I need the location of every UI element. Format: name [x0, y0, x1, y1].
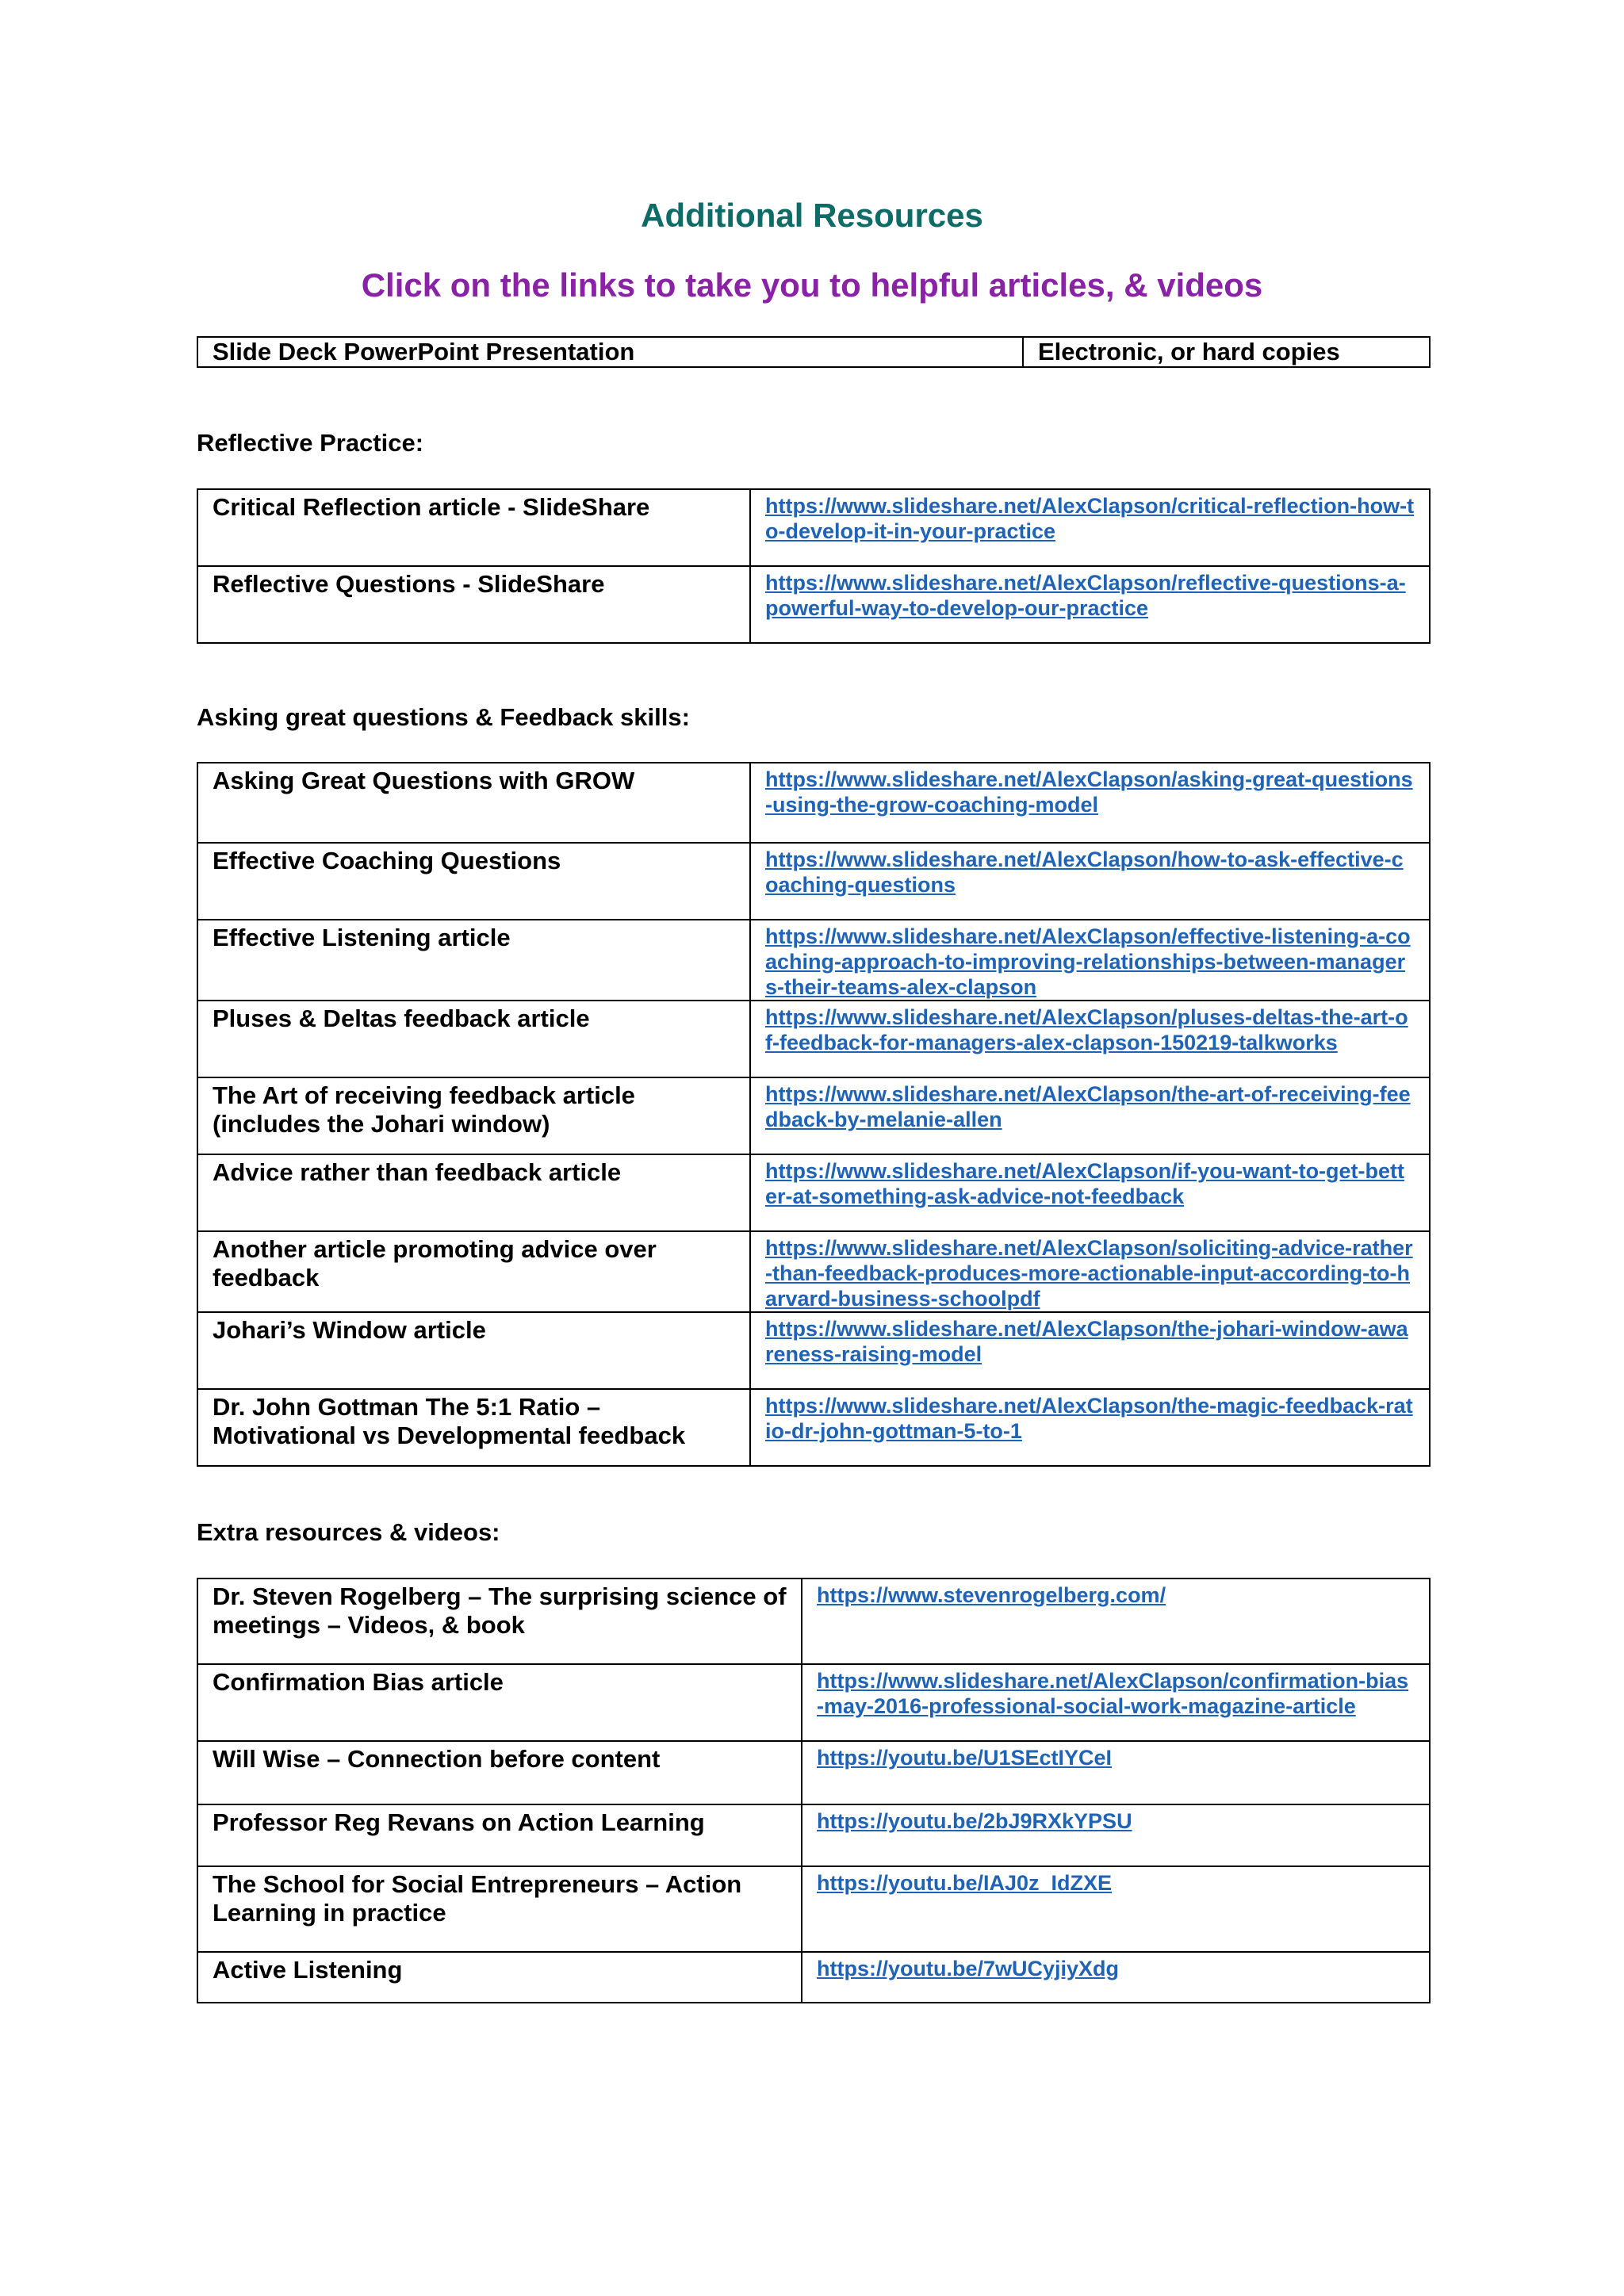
table-row	[197, 1154, 1430, 1231]
resource-link[interactable]: https://www.slideshare.net/AlexClapson/confirmation-bias-may-2016-professional-social-work-magazine-article	[817, 1669, 1409, 1718]
resource-label: Professor Reg Revans on Action Learning	[197, 1804, 802, 1866]
section-heading-reflective-practice: Reflective Practice:	[197, 429, 424, 457]
table-row	[197, 763, 1430, 843]
section-heading-extra-resources: Extra resources & videos:	[197, 1518, 500, 1546]
table-row	[197, 843, 1430, 920]
resource-link[interactable]: https://www.slideshare.net/AlexClapson/if-you-want-to-get-better-at-something-ask-advice-not-feedback	[765, 1159, 1405, 1208]
resource-label: Dr. Steven Rogelberg – The surprising science of meetings – Videos, & book	[197, 1578, 802, 1664]
table-row	[197, 1389, 1430, 1466]
page-title: Additional Resources	[641, 197, 983, 234]
table-row	[197, 1804, 1430, 1866]
table-row	[197, 1231, 1430, 1312]
resource-label: Effective Listening article	[197, 920, 750, 1001]
resource-link[interactable]: https://www.slideshare.net/AlexClapson/the-art-of-receiving-feedback-by-melanie-allen	[765, 1082, 1411, 1131]
slide-deck-table	[197, 336, 1431, 368]
resource-link-cell	[750, 920, 1430, 1001]
extra-resources-table	[197, 1578, 1431, 2003]
resource-label: Critical Reflection article - SlideShare	[197, 489, 750, 566]
resource-label: Advice rather than feedback article	[197, 1154, 750, 1231]
resource-link[interactable]: https://youtu.be/7wUCyjiyXdg	[817, 1957, 1120, 1980]
resource-label: The School for Social Entrepreneurs – Action Learning in practice	[197, 1866, 802, 1952]
table-row	[197, 1001, 1430, 1077]
resource-link-cell	[802, 1952, 1430, 2003]
section-heading-questions-feedback: Asking great questions & Feedback skills:	[197, 703, 690, 731]
reflective-practice-table	[197, 488, 1431, 644]
page-subtitle: Click on the links to take you to helpful articles, & videos	[361, 266, 1263, 304]
resource-label: Confirmation Bias article	[197, 1664, 802, 1741]
table-row	[197, 1866, 1430, 1952]
table-row	[197, 920, 1430, 1001]
table-row	[197, 1741, 1430, 1804]
resource-label: Active Listening	[197, 1952, 802, 2003]
resource-link[interactable]: https://www.slideshare.net/AlexClapson/effective-listening-a-coaching-approach-to-improving-relationships-between-managers-their-teams-alex-clapson	[765, 924, 1411, 999]
questions-feedback-table	[197, 762, 1431, 1467]
table-row	[197, 1578, 1430, 1664]
resource-link[interactable]: https://youtu.be/2bJ9RXkYPSU	[817, 1809, 1132, 1833]
resource-link-cell	[802, 1804, 1430, 1866]
table-row	[197, 1312, 1430, 1389]
resource-link-cell	[750, 763, 1430, 843]
resource-label: Dr. John Gottman The 5:1 Ratio – Motivational vs Developmental feedback	[197, 1389, 750, 1466]
resource-link[interactable]: https://www.slideshare.net/AlexClapson/critical-reflection-how-to-develop-it-in-your-practice	[765, 494, 1415, 543]
resource-label: Asking Great Questions with GROW	[197, 763, 750, 843]
resource-label: Effective Coaching Questions	[197, 843, 750, 920]
resource-link[interactable]: https://youtu.be/IAJ0z_IdZXE	[817, 1871, 1113, 1895]
resource-label: Reflective Questions - SlideShare	[197, 566, 750, 643]
resource-link[interactable]: https://www.slideshare.net/AlexClapson/the-johari-window-awareness-raising-model	[765, 1317, 1408, 1366]
resource-link-cell	[802, 1741, 1430, 1804]
table-row	[197, 1077, 1430, 1154]
resource-link-cell	[750, 1154, 1430, 1231]
table-row	[197, 337, 1430, 367]
resource-link[interactable]: https://www.slideshare.net/AlexClapson/asking-great-questions-using-the-grow-coaching-model	[765, 767, 1413, 817]
table-row	[197, 566, 1430, 643]
resource-link-cell	[750, 1312, 1430, 1389]
resource-link-cell	[750, 1001, 1430, 1077]
resource-link-cell	[802, 1866, 1430, 1952]
resource-link-cell	[750, 1231, 1430, 1312]
resource-link[interactable]: https://www.slideshare.net/AlexClapson/the-magic-feedback-ratio-dr-john-gottman-5-to-1	[765, 1394, 1413, 1443]
resource-link-cell	[750, 566, 1430, 643]
resource-label: Another article promoting advice over feedback	[197, 1231, 750, 1312]
slide-deck-label: Slide Deck PowerPoint Presentation	[197, 337, 1023, 367]
resource-link[interactable]: https://www.slideshare.net/AlexClapson/reflective-questions-a-powerful-way-to-develop-our-practice	[765, 571, 1406, 620]
resource-label: Pluses & Deltas feedback article	[197, 1001, 750, 1077]
resource-link-cell	[750, 1389, 1430, 1466]
resource-link[interactable]: https://www.slideshare.net/AlexClapson/pluses-deltas-the-art-of-feedback-for-managers-alex-clapson-150219-talkworks	[765, 1005, 1408, 1054]
resource-link-cell	[750, 843, 1430, 920]
resource-link[interactable]: https://www.stevenrogelberg.com/	[817, 1583, 1166, 1607]
resource-link[interactable]: https://www.slideshare.net/AlexClapson/soliciting-advice-rather-than-feedback-produces-more-actionable-input-according-to-harvard-business-schoolpdf	[765, 1236, 1413, 1311]
resource-link-cell	[802, 1578, 1430, 1664]
resource-link-cell	[802, 1664, 1430, 1741]
resource-link-cell	[750, 489, 1430, 566]
table-row	[197, 489, 1430, 566]
resource-label: The Art of receiving feedback article (includes the Johari window)	[197, 1077, 750, 1154]
resource-link[interactable]: https://www.slideshare.net/AlexClapson/how-to-ask-effective-coaching-questions	[765, 848, 1404, 897]
resource-label: Johari’s Window article	[197, 1312, 750, 1389]
slide-deck-value: Electronic, or hard copies	[1023, 337, 1430, 367]
table-row	[197, 1664, 1430, 1741]
resource-link-cell	[750, 1077, 1430, 1154]
resource-link[interactable]: https://youtu.be/U1SEctIYCeI	[817, 1746, 1113, 1770]
table-row	[197, 1952, 1430, 2003]
resource-label: Will Wise – Connection before content	[197, 1741, 802, 1804]
